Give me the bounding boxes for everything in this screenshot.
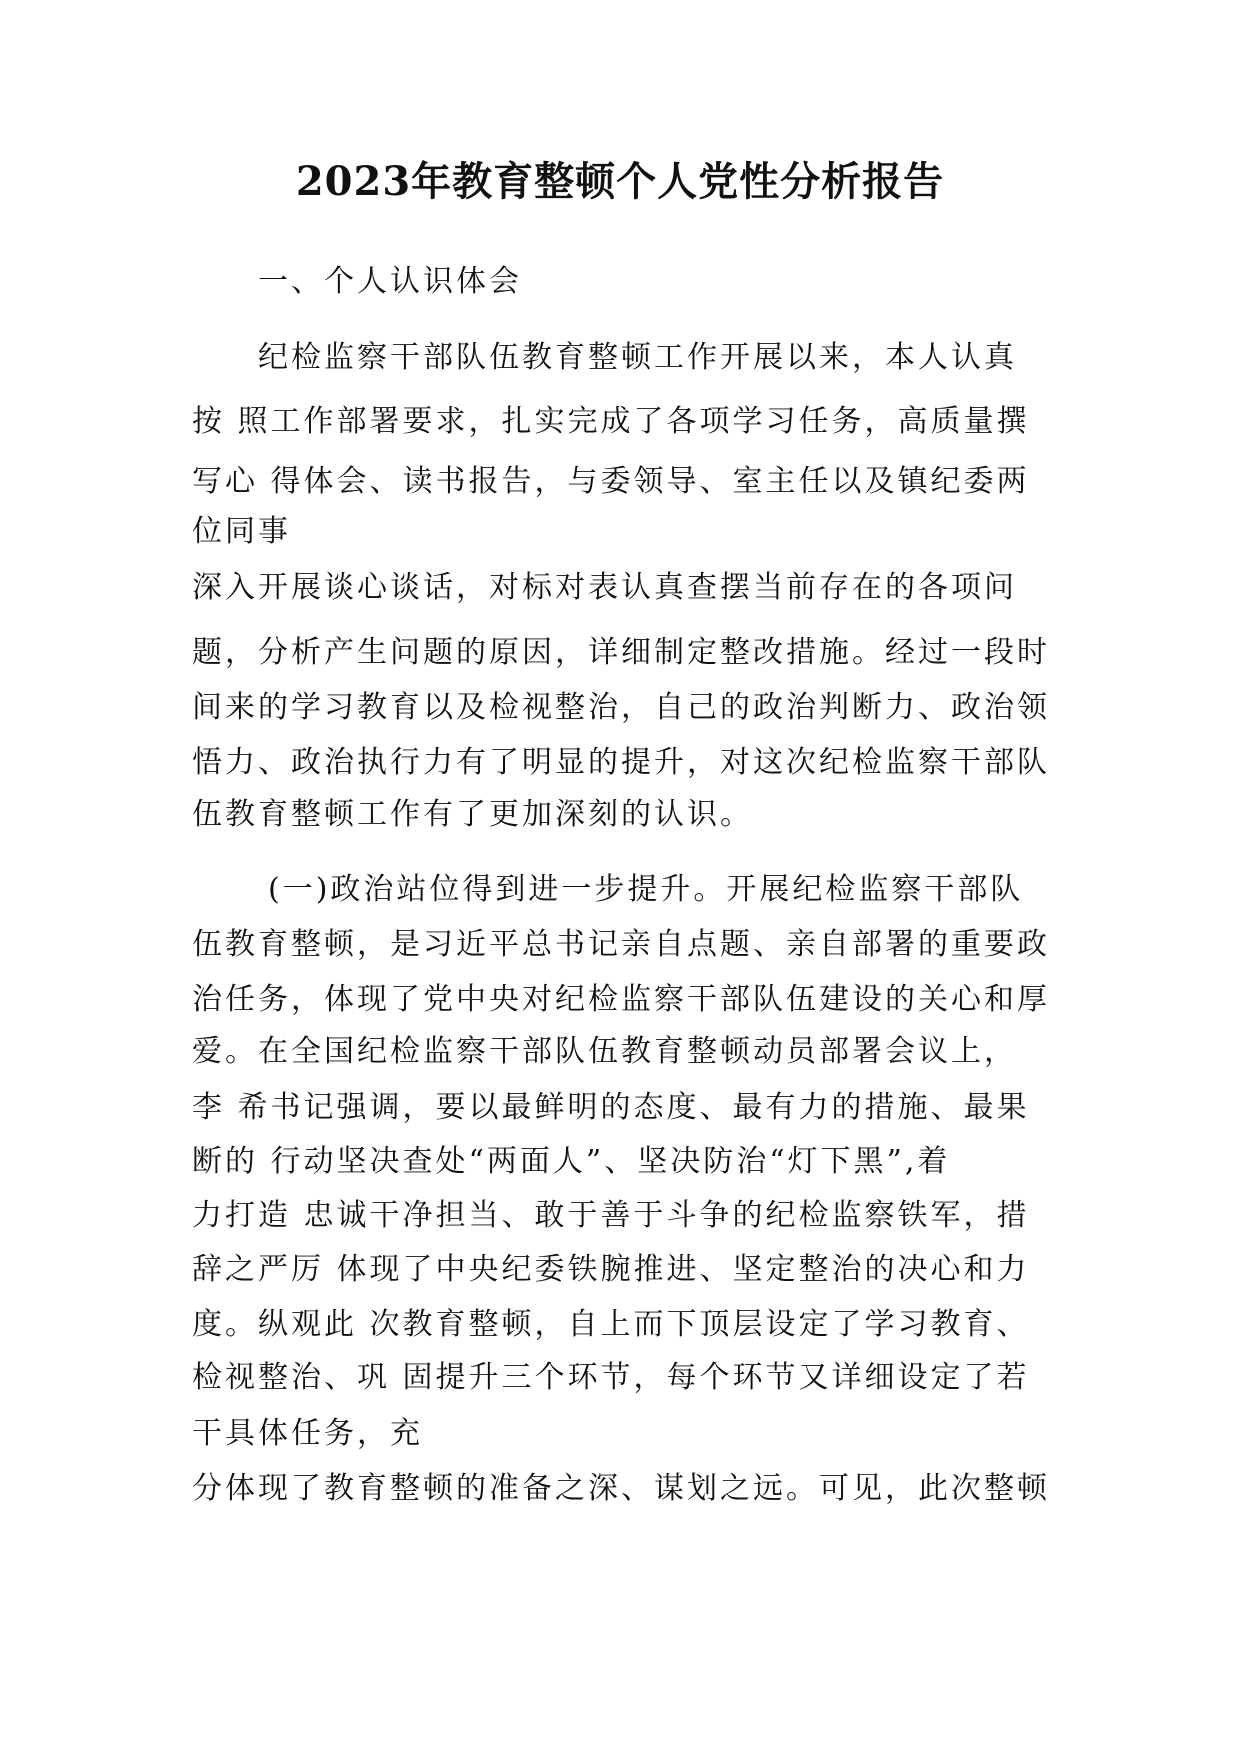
paragraph-line: 干具体任务，充 [192, 1416, 423, 1451]
paragraph-line: 爱。在全国纪检监察干部队伍教育整顿动员部署会议上， [192, 1034, 1017, 1069]
paragraph-line: 间来的学习教育以及检视整治，自己的政治判断力、政治领 [192, 690, 1050, 725]
paragraph-line: 分体现了教育整顿的准备之深、谋划之远。可见，此次整顿 [192, 1471, 1050, 1506]
paragraph-line: 纪检监察干部队伍教育整顿工作开展以来，本人认真 [258, 340, 1017, 375]
section-heading: 一、个人认识体会 [258, 264, 522, 299]
paragraph-line: 伍教育整顿工作有了更加深刻的认识。 [192, 797, 753, 832]
paragraph-line: 力打造 忠诚干净担当、敢于善于斗争的纪检监察铁军，措 [192, 1198, 1030, 1233]
paragraph-line: 治任务，体现了党中央对纪检监察干部队伍建设的关心和厚 [192, 982, 1050, 1017]
paragraph-line: 深入开展谈心谈话，对标对表认真查摆当前存在的各项问 [192, 570, 1017, 605]
paragraph-line: 断的 行动坚决查处“两面人”、坚决防治“灯下黑”,着 [192, 1144, 951, 1179]
paragraph-line: 辞之严厉 体现了中央纪委铁腕推进、坚定整治的决心和力 [192, 1252, 1030, 1287]
paragraph-line: 检视整治、巩 固提升三个环节，每个环节又详细设定了若 [192, 1360, 1030, 1395]
paragraph-line: 度。纵观此 次教育整顿，自上而下顶层设定了学习教育、 [192, 1307, 1030, 1342]
paragraph-line: 伍教育整顿，是习近平总书记亲自点题、亲自部署的重要政 [192, 927, 1050, 962]
paragraph-line: 位同事 [192, 514, 291, 549]
paragraph-line: 写心 得体会、读书报告，与委领导、室主任以及镇纪委两 [192, 464, 1030, 499]
document-title: 2023年教育整顿个人党性分析报告 [295, 158, 945, 205]
paragraph-line: 题，分析产生问题的原因，详细制定整改措施。经过一段时 [192, 635, 1050, 670]
paragraph-line: 李 希书记强调，要以最鲜明的态度、最有力的措施、最果 [192, 1090, 1030, 1125]
paragraph-line: (一)政治站位得到进一步提升。开展纪检监察干部队 [268, 872, 1024, 907]
paragraph-line: 悟力、政治执行力有了明显的提升，对这次纪检监察干部队 [192, 745, 1050, 780]
paragraph-line: 按 照工作部署要求，扎实完成了各项学习任务，高质量撰 [192, 404, 1030, 439]
